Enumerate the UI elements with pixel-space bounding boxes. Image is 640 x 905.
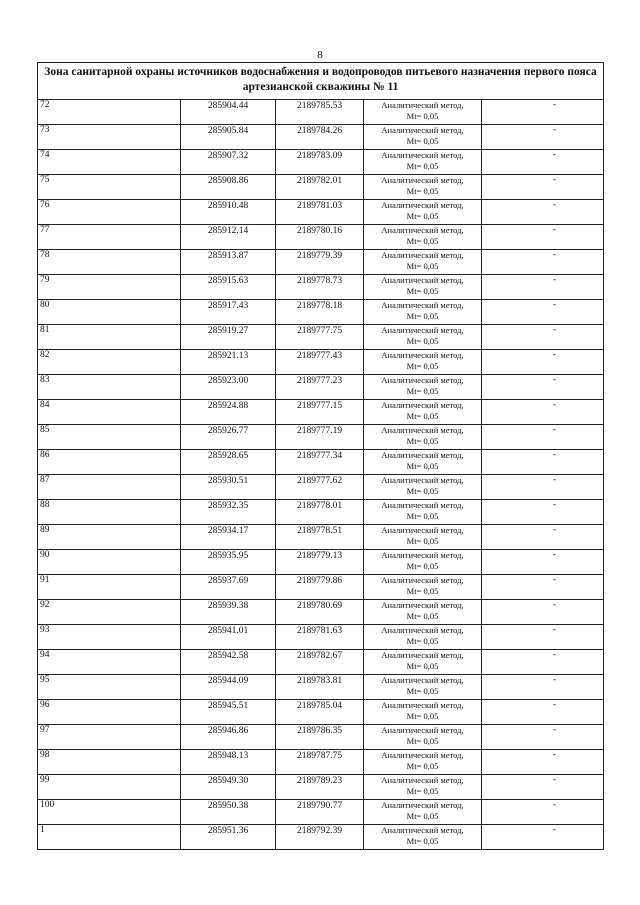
coordinate-y: 2189779.86	[276, 575, 364, 600]
method-text: Аналитический метод,	[381, 300, 464, 310]
accuracy-text: Mt= 0,05	[406, 610, 439, 621]
coordinate-x: 285917.43	[181, 300, 276, 325]
point-number: 99	[38, 775, 181, 800]
coordinate-x: 285919.27	[181, 325, 276, 350]
coordinate-x: 285928.65	[181, 450, 276, 475]
dash-mark: -	[552, 425, 557, 435]
note-cell	[482, 800, 604, 825]
point-number: 89	[38, 525, 181, 550]
method-cell	[364, 225, 482, 250]
coordinate-y: 2189784.26	[276, 125, 364, 150]
table-row	[38, 775, 604, 800]
method-text: Аналитический метод,	[381, 450, 464, 460]
method-text: Аналитический метод,	[381, 325, 464, 335]
point-number: 88	[38, 500, 181, 525]
note-cell	[482, 375, 604, 400]
note-cell	[482, 150, 604, 175]
method-cell	[364, 375, 482, 400]
coordinate-y: 2189785.53	[276, 100, 364, 125]
point-number: 78	[38, 250, 181, 275]
point-number: 100	[38, 800, 181, 825]
point-number: 81	[38, 325, 181, 350]
note-cell	[482, 575, 604, 600]
table-row	[38, 250, 604, 275]
dash-mark: -	[552, 700, 557, 710]
point-number: 95	[38, 675, 181, 700]
note-cell	[482, 400, 604, 425]
method-cell	[364, 775, 482, 800]
method-text: Аналитический метод,	[381, 650, 464, 660]
coordinate-x: 285924.88	[181, 400, 276, 425]
point-number: 97	[38, 725, 181, 750]
method-text: Аналитический метод,	[381, 425, 464, 435]
method-cell	[364, 250, 482, 275]
coordinate-y: 2189777.34	[276, 450, 364, 475]
method-text: Аналитический метод,	[381, 250, 464, 260]
coordinate-y: 2189777.43	[276, 350, 364, 375]
table-row	[38, 475, 604, 500]
accuracy-text: Mt= 0,05	[406, 410, 439, 421]
coordinates-table	[37, 62, 604, 850]
point-number: 86	[38, 450, 181, 475]
accuracy-text: Mt= 0,05	[406, 160, 439, 171]
note-cell	[482, 725, 604, 750]
method-text: Аналитический метод,	[381, 600, 464, 610]
dash-mark: -	[552, 225, 557, 235]
accuracy-text: Mt= 0,05	[406, 260, 439, 271]
method-text: Аналитический метод,	[381, 225, 464, 235]
method-cell	[364, 575, 482, 600]
point-number: 76	[38, 200, 181, 225]
dash-mark: -	[552, 250, 557, 260]
coordinate-y: 2189790.77	[276, 800, 364, 825]
method-cell	[364, 500, 482, 525]
method-text: Аналитический метод,	[381, 350, 464, 360]
table-row	[38, 375, 604, 400]
note-cell	[482, 450, 604, 475]
coordinate-x: 285944.09	[181, 675, 276, 700]
method-cell	[364, 725, 482, 750]
coordinate-x: 285908.86	[181, 175, 276, 200]
accuracy-text: Mt= 0,05	[406, 435, 439, 446]
table-row	[38, 525, 604, 550]
method-text: Аналитический метод,	[381, 275, 464, 285]
coordinate-y: 2189779.39	[276, 250, 364, 275]
method-cell	[364, 425, 482, 450]
coordinate-y: 2189780.69	[276, 600, 364, 625]
method-cell	[364, 325, 482, 350]
point-number: 93	[38, 625, 181, 650]
table-row	[38, 425, 604, 450]
accuracy-text: Mt= 0,05	[406, 635, 439, 646]
accuracy-text: Mt= 0,05	[406, 135, 439, 146]
coordinate-y: 2189778.73	[276, 275, 364, 300]
coordinate-y: 2189777.23	[276, 375, 364, 400]
coordinate-y: 2189783.09	[276, 150, 364, 175]
table-row	[38, 100, 604, 125]
method-text: Аналитический метод,	[381, 775, 464, 785]
method-cell	[364, 625, 482, 650]
table-row	[38, 650, 604, 675]
coordinate-x: 285926.77	[181, 425, 276, 450]
accuracy-text: Mt= 0,05	[406, 560, 439, 571]
note-cell	[482, 275, 604, 300]
dash-mark: -	[552, 600, 557, 610]
note-cell	[482, 500, 604, 525]
accuracy-text: Mt= 0,05	[406, 535, 439, 546]
coordinate-x: 285910.48	[181, 200, 276, 225]
dash-mark: -	[552, 475, 557, 485]
point-number: 73	[38, 125, 181, 150]
coordinate-y: 2189779.13	[276, 550, 364, 575]
coordinate-y: 2189789.23	[276, 775, 364, 800]
method-text: Аналитический метод,	[381, 625, 464, 635]
note-cell	[482, 525, 604, 550]
coordinate-x: 285950.38	[181, 800, 276, 825]
dash-mark: -	[552, 350, 557, 360]
accuracy-text: Mt= 0,05	[406, 510, 439, 521]
table-row	[38, 800, 604, 825]
method-text: Аналитический метод,	[381, 800, 464, 810]
point-number: 85	[38, 425, 181, 450]
method-cell	[364, 550, 482, 575]
coordinate-y: 2189781.03	[276, 200, 364, 225]
note-cell	[482, 175, 604, 200]
method-text: Аналитический метод,	[381, 675, 464, 685]
method-cell	[364, 275, 482, 300]
method-cell	[364, 825, 482, 850]
dash-mark: -	[552, 625, 557, 635]
method-text: Аналитический метод,	[381, 700, 464, 710]
method-text: Аналитический метод,	[381, 175, 464, 185]
coordinate-x: 285946.86	[181, 725, 276, 750]
point-number: 84	[38, 400, 181, 425]
point-number: 87	[38, 475, 181, 500]
coordinate-x: 285913.87	[181, 250, 276, 275]
coordinate-x: 285935.95	[181, 550, 276, 575]
coordinate-x: 285912.14	[181, 225, 276, 250]
accuracy-text: Mt= 0,05	[406, 360, 439, 371]
coordinate-x: 285934.17	[181, 525, 276, 550]
coordinate-y: 2189780.16	[276, 225, 364, 250]
note-cell	[482, 775, 604, 800]
method-cell	[364, 350, 482, 375]
coordinate-x: 285942.58	[181, 650, 276, 675]
table-row	[38, 325, 604, 350]
dash-mark: -	[552, 175, 557, 185]
note-cell	[482, 600, 604, 625]
coordinate-y: 2189777.19	[276, 425, 364, 450]
dash-mark: -	[552, 575, 557, 585]
accuracy-text: Mt= 0,05	[406, 485, 439, 496]
method-cell	[364, 700, 482, 725]
method-text: Аналитический метод,	[381, 725, 464, 735]
table-row	[38, 700, 604, 725]
accuracy-text: Mt= 0,05	[406, 685, 439, 696]
table-row	[38, 450, 604, 475]
accuracy-text: Mt= 0,05	[406, 810, 439, 821]
accuracy-text: Mt= 0,05	[406, 110, 439, 121]
point-number: 94	[38, 650, 181, 675]
dash-mark: -	[552, 775, 557, 785]
dash-mark: -	[552, 375, 557, 385]
dash-mark: -	[552, 650, 557, 660]
coordinate-x: 285937.69	[181, 575, 276, 600]
table-row	[38, 625, 604, 650]
coordinate-x: 285948.13	[181, 750, 276, 775]
note-cell	[482, 425, 604, 450]
method-text: Аналитический метод,	[381, 525, 464, 535]
dash-mark: -	[552, 825, 557, 835]
method-cell	[364, 600, 482, 625]
coordinate-x: 285930.51	[181, 475, 276, 500]
method-text: Аналитический метод,	[381, 825, 464, 835]
method-text: Аналитический метод,	[381, 400, 464, 410]
table-row	[38, 725, 604, 750]
method-cell	[364, 150, 482, 175]
accuracy-text: Mt= 0,05	[406, 210, 439, 221]
table-row	[38, 750, 604, 775]
point-number: 91	[38, 575, 181, 600]
point-number: 92	[38, 600, 181, 625]
dash-mark: -	[552, 800, 557, 810]
note-cell	[482, 250, 604, 275]
table-row	[38, 125, 604, 150]
dash-mark: -	[552, 275, 557, 285]
point-number: 1	[38, 825, 181, 850]
table-row	[38, 825, 604, 850]
table-row	[38, 200, 604, 225]
method-cell	[364, 525, 482, 550]
table-row	[38, 400, 604, 425]
dash-mark: -	[552, 525, 557, 535]
method-cell	[364, 125, 482, 150]
method-cell	[364, 100, 482, 125]
accuracy-text: Mt= 0,05	[406, 185, 439, 196]
method-text: Аналитический метод,	[381, 100, 464, 110]
method-text: Аналитический метод,	[381, 575, 464, 585]
method-text: Аналитический метод,	[381, 150, 464, 160]
method-cell	[364, 175, 482, 200]
method-cell	[364, 750, 482, 775]
coordinate-x: 285915.63	[181, 275, 276, 300]
note-cell	[482, 100, 604, 125]
table-row	[38, 350, 604, 375]
dash-mark: -	[552, 200, 557, 210]
title-row	[38, 63, 604, 100]
method-cell	[364, 450, 482, 475]
accuracy-text: Mt= 0,05	[406, 385, 439, 396]
point-number: 80	[38, 300, 181, 325]
accuracy-text: Mt= 0,05	[406, 710, 439, 721]
accuracy-text: Mt= 0,05	[406, 785, 439, 796]
coordinate-y: 2189777.62	[276, 475, 364, 500]
note-cell	[482, 325, 604, 350]
coordinate-x: 285921.13	[181, 350, 276, 375]
dash-mark: -	[552, 750, 557, 760]
note-cell	[482, 475, 604, 500]
accuracy-text: Mt= 0,05	[406, 835, 439, 846]
point-number: 74	[38, 150, 181, 175]
method-text: Аналитический метод,	[381, 750, 464, 760]
page-number: 8	[317, 49, 323, 61]
note-cell	[482, 750, 604, 775]
coordinate-y: 2189778.18	[276, 300, 364, 325]
note-cell	[482, 300, 604, 325]
coordinate-x: 285923.00	[181, 375, 276, 400]
coordinate-y: 2189781.63	[276, 625, 364, 650]
point-number: 79	[38, 275, 181, 300]
table-row	[38, 550, 604, 575]
point-number: 96	[38, 700, 181, 725]
method-cell	[364, 800, 482, 825]
table-row	[38, 575, 604, 600]
table-row	[38, 675, 604, 700]
coordinate-x: 285949.30	[181, 775, 276, 800]
table-row	[38, 600, 604, 625]
method-cell	[364, 300, 482, 325]
dash-mark: -	[552, 725, 557, 735]
coordinate-y: 2189787.75	[276, 750, 364, 775]
accuracy-text: Mt= 0,05	[406, 335, 439, 346]
note-cell	[482, 700, 604, 725]
coordinate-x: 285907.32	[181, 150, 276, 175]
method-cell	[364, 475, 482, 500]
accuracy-text: Mt= 0,05	[406, 235, 439, 246]
method-cell	[364, 650, 482, 675]
method-text: Аналитический метод,	[381, 550, 464, 560]
coordinate-y: 2189778.01	[276, 500, 364, 525]
accuracy-text: Mt= 0,05	[406, 460, 439, 471]
method-cell	[364, 675, 482, 700]
coordinate-y: 2189777.75	[276, 325, 364, 350]
dash-mark: -	[552, 500, 557, 510]
method-text: Аналитический метод,	[381, 125, 464, 135]
method-text: Аналитический метод,	[381, 500, 464, 510]
accuracy-text: Mt= 0,05	[406, 310, 439, 321]
method-text: Аналитический метод,	[381, 475, 464, 485]
note-cell	[482, 550, 604, 575]
method-text: Аналитический метод,	[381, 375, 464, 385]
coordinate-y: 2189778.51	[276, 525, 364, 550]
dash-mark: -	[552, 550, 557, 560]
note-cell	[482, 225, 604, 250]
coordinate-x: 285904.44	[181, 100, 276, 125]
point-number: 82	[38, 350, 181, 375]
coordinate-x: 285932.35	[181, 500, 276, 525]
note-cell	[482, 675, 604, 700]
table-row	[38, 275, 604, 300]
table-row	[38, 175, 604, 200]
accuracy-text: Mt= 0,05	[406, 735, 439, 746]
note-cell	[482, 350, 604, 375]
coordinate-x: 285941.01	[181, 625, 276, 650]
accuracy-text: Mt= 0,05	[406, 760, 439, 771]
dash-mark: -	[552, 325, 557, 335]
coordinate-y: 2189782.67	[276, 650, 364, 675]
dash-mark: -	[552, 400, 557, 410]
point-number: 98	[38, 750, 181, 775]
dash-mark: -	[552, 150, 557, 160]
coordinate-x: 285945.51	[181, 700, 276, 725]
coordinate-y: 2189783.81	[276, 675, 364, 700]
method-cell	[364, 400, 482, 425]
accuracy-text: Mt= 0,05	[406, 585, 439, 596]
point-number: 83	[38, 375, 181, 400]
note-cell	[482, 625, 604, 650]
coordinate-y: 2189782.01	[276, 175, 364, 200]
table-row	[38, 150, 604, 175]
coordinate-y: 2189786.35	[276, 725, 364, 750]
point-number: 75	[38, 175, 181, 200]
coordinate-x: 285951.36	[181, 825, 276, 850]
note-cell	[482, 125, 604, 150]
note-cell	[482, 650, 604, 675]
coordinate-y: 2189785.04	[276, 700, 364, 725]
method-cell	[364, 200, 482, 225]
accuracy-text: Mt= 0,05	[406, 660, 439, 671]
dash-mark: -	[552, 675, 557, 685]
coordinate-y: 2189777.15	[276, 400, 364, 425]
dash-mark: -	[552, 300, 557, 310]
point-number: 77	[38, 225, 181, 250]
note-cell	[482, 825, 604, 850]
method-text: Аналитический метод,	[381, 200, 464, 210]
table-row	[38, 300, 604, 325]
coordinate-x: 285905.84	[181, 125, 276, 150]
accuracy-text: Mt= 0,05	[406, 285, 439, 296]
note-cell	[482, 200, 604, 225]
table-row	[38, 500, 604, 525]
dash-mark: -	[552, 125, 557, 135]
coordinate-x: 285939.38	[181, 600, 276, 625]
point-number: 90	[38, 550, 181, 575]
point-number: 72	[38, 100, 181, 125]
table-row	[38, 225, 604, 250]
table-title: Зона санитарной охраны источников водоснабжения и водопроводов питьевого назначения первого пояса артезианской скважины № 11	[38, 63, 604, 100]
dash-mark: -	[552, 450, 557, 460]
coordinate-y: 2189792.39	[276, 825, 364, 850]
dash-mark: -	[552, 100, 557, 110]
